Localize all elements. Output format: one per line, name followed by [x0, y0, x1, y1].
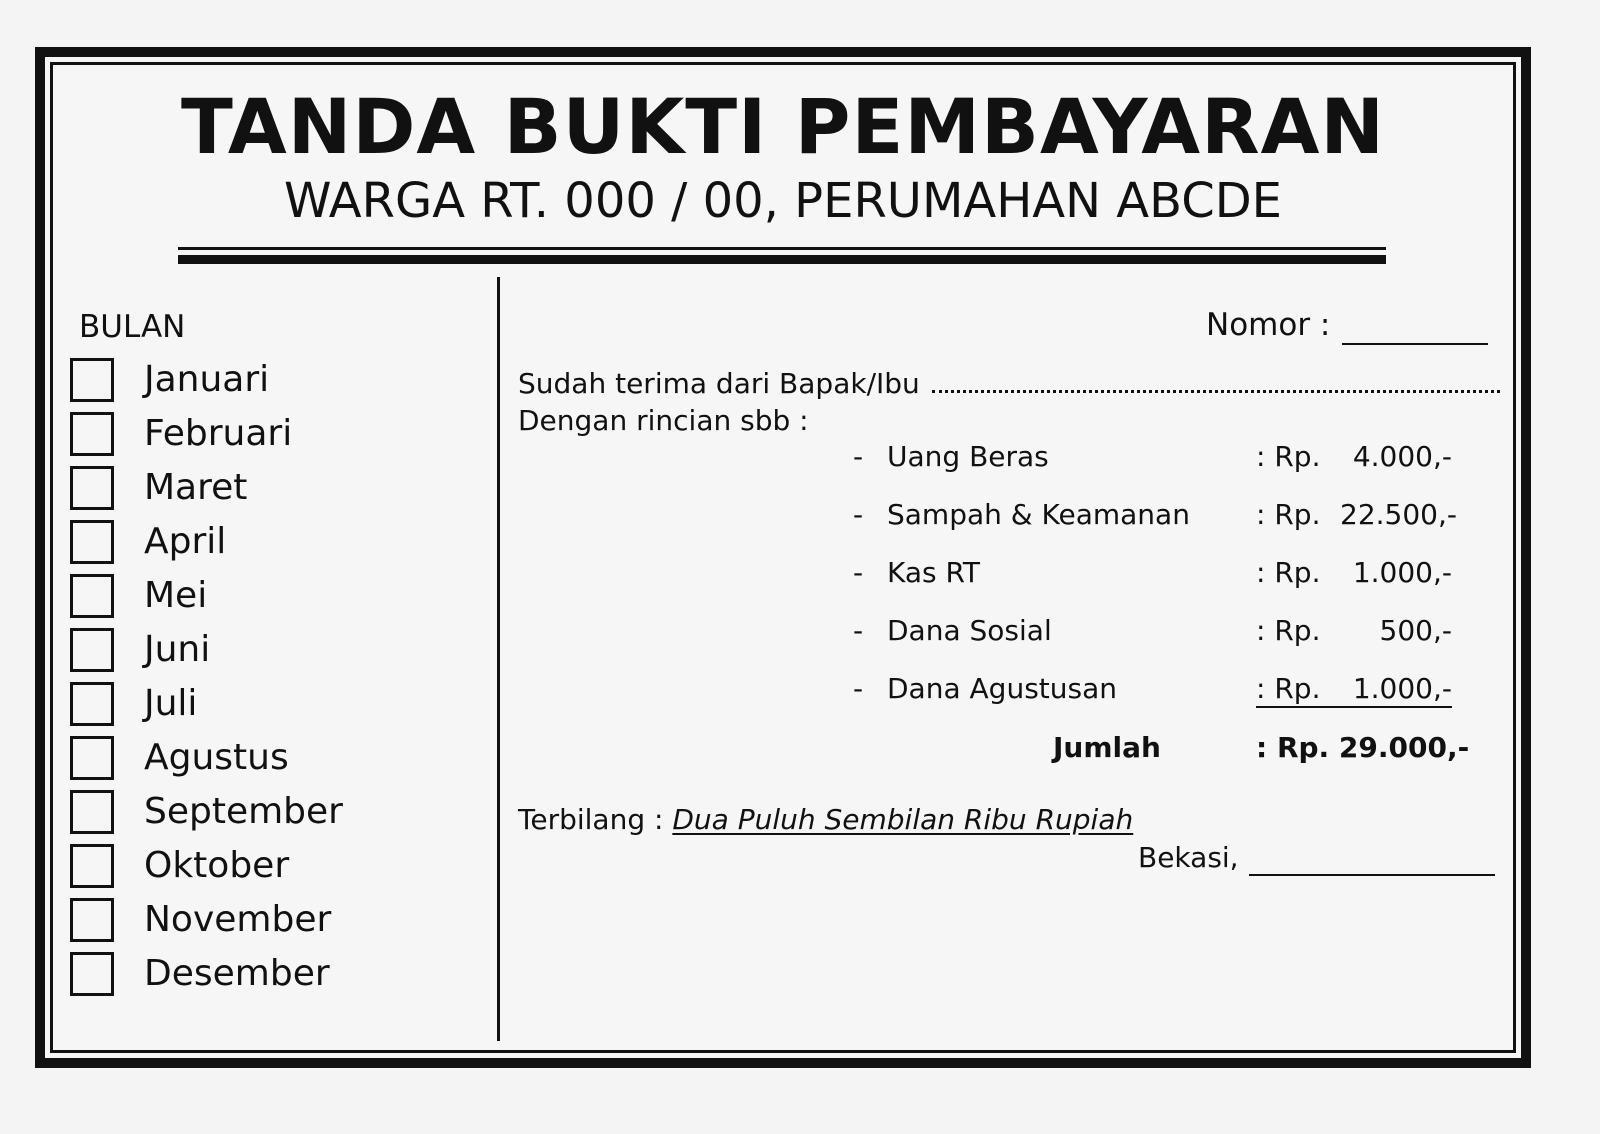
month-label: Oktober	[144, 845, 290, 886]
place-date-field	[1138, 840, 1495, 876]
header-rule-thick	[178, 255, 1386, 264]
month-row-januari[interactable]	[70, 357, 269, 403]
receipt-title: TANDA BUKTI PEMBAYARAN	[180, 82, 1386, 171]
item-name: Dana Agustusan	[887, 672, 1118, 705]
month-label: Februari	[144, 413, 293, 454]
month-row-mei[interactable]	[70, 573, 207, 619]
month-checkbox[interactable]	[70, 952, 114, 996]
item-amount: 500,-	[1379, 614, 1452, 647]
month-checkbox[interactable]	[70, 790, 114, 834]
month-label: September	[144, 791, 343, 832]
month-row-september[interactable]	[70, 789, 343, 835]
nomor-blank-line[interactable]	[1342, 307, 1488, 345]
terbilang-label: Terbilang :	[518, 803, 664, 836]
month-row-april[interactable]	[70, 519, 226, 565]
month-checkbox[interactable]	[70, 412, 114, 456]
month-label: Maret	[144, 467, 248, 508]
date-blank-line[interactable]	[1249, 844, 1495, 876]
month-label: Januari	[144, 359, 270, 400]
month-row-november[interactable]	[70, 897, 331, 943]
item-amount: 1.000,-	[1352, 672, 1452, 705]
details-label: Dengan rincian sbb :	[518, 404, 809, 437]
received-from-line	[518, 366, 1500, 402]
terbilang-words: Dua Puluh Sembilan Ribu Rupiah	[672, 803, 1134, 836]
month-row-juli[interactable]	[70, 681, 197, 727]
month-checkbox[interactable]	[70, 898, 114, 942]
item-amount: 22.500,-	[1340, 498, 1457, 531]
month-row-maret[interactable]	[70, 465, 247, 511]
item-dash: -	[853, 672, 864, 705]
month-label: Agustus	[144, 737, 289, 778]
item-name: Dana Sosial	[887, 614, 1052, 647]
item-currency: : Rp.	[1256, 556, 1321, 589]
month-checkbox[interactable]	[70, 574, 114, 618]
month-checkbox[interactable]	[70, 844, 114, 888]
month-checkbox[interactable]	[70, 628, 114, 672]
nomor-field	[1206, 305, 1488, 345]
nomor-label: Nomor :	[1206, 307, 1331, 343]
month-row-oktober[interactable]	[70, 843, 289, 889]
item-name: Kas RT	[887, 556, 981, 589]
subtotal-underline	[1256, 706, 1452, 708]
month-row-februari[interactable]	[70, 411, 292, 457]
column-divider	[497, 277, 500, 1041]
month-checkbox[interactable]	[70, 736, 114, 780]
month-label: April	[144, 521, 227, 562]
item-currency: : Rp.	[1256, 440, 1321, 473]
month-label: Desember	[144, 953, 330, 994]
month-label: November	[144, 899, 332, 940]
month-row-juni[interactable]	[70, 627, 210, 673]
item-dash: -	[853, 556, 864, 589]
item-dash: -	[853, 440, 864, 473]
terbilang-line	[518, 802, 1133, 838]
item-amount: 4.000,-	[1352, 440, 1452, 473]
total-label: Jumlah	[1053, 731, 1161, 764]
item-dash: -	[853, 614, 864, 647]
item-name: Sampah & Keamanan	[887, 498, 1190, 531]
item-currency: : Rp.	[1256, 498, 1321, 531]
received-from-dotted-line[interactable]	[932, 370, 1500, 393]
item-dash: -	[853, 498, 864, 531]
total-value: : Rp. 29.000,-	[1256, 731, 1470, 764]
month-label: Mei	[144, 575, 208, 616]
receipt-subtitle: WARGA RT. 000 / 00, PERUMAHAN ABCDE	[283, 173, 1283, 229]
month-label: Juni	[144, 629, 211, 670]
month-checkbox[interactable]	[70, 682, 114, 726]
item-currency: : Rp.	[1256, 614, 1321, 647]
month-row-agustus[interactable]	[70, 735, 289, 781]
month-label: Juli	[144, 683, 198, 724]
month-row-desember[interactable]	[70, 951, 330, 997]
header-rule-thin	[178, 247, 1386, 250]
item-amount: 1.000,-	[1352, 556, 1452, 589]
month-checkbox[interactable]	[70, 466, 114, 510]
received-from-label: Sudah terima dari Bapak/Ibu	[518, 367, 920, 400]
month-checkbox[interactable]	[70, 358, 114, 402]
month-checkbox[interactable]	[70, 520, 114, 564]
item-currency: : Rp.	[1256, 672, 1321, 705]
place-label: Bekasi,	[1138, 841, 1239, 874]
bulan-label: BULAN	[79, 309, 186, 345]
item-name: Uang Beras	[887, 440, 1049, 473]
